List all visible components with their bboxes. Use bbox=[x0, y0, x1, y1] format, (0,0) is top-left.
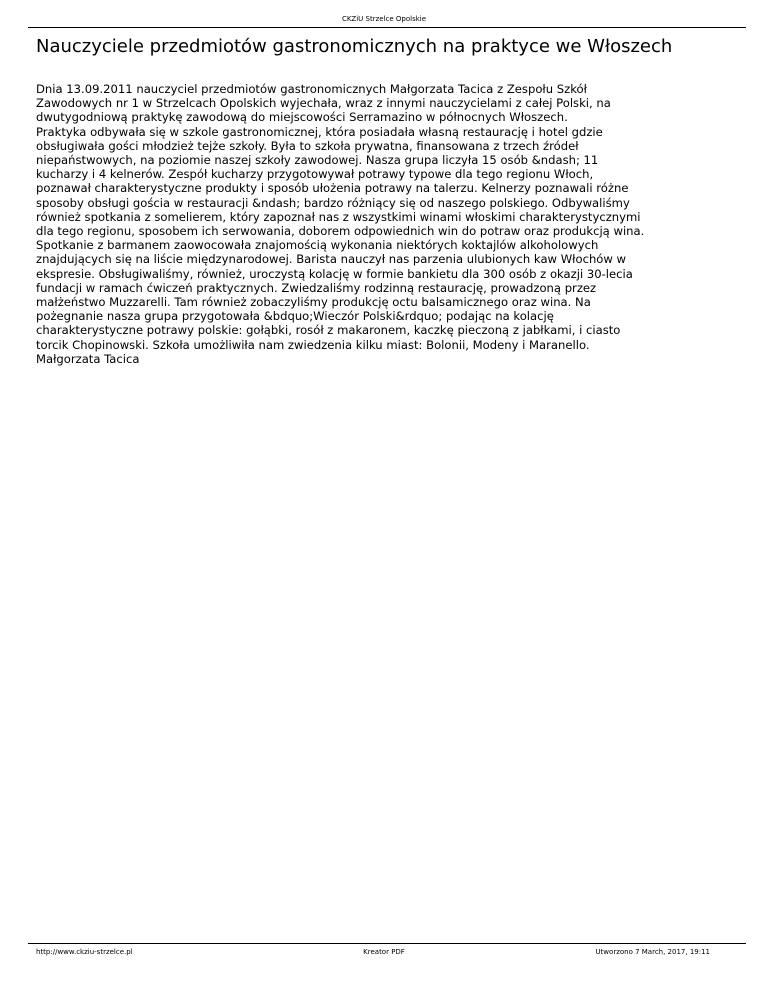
article-body: Dnia 13.09.2011 nauczyciel przedmiotów gastronomicznych Małgorzata Tacica z Zespołu Szkół Zawodowych nr 1 w Strzelcach Opolskich wyjechała, wraz z innymi nauczycielami z całej Polski, na dwutygodniową praktykę zawodową do miejscowości Serramazino w północnych Włoszech. Praktyka odbywała się w szkole gastronomicznej, która posiadała własną restaurację i hotel gdzie obsługiwała gości młodzież tejże szkoły. Była to szkoła prywatna, finansowana z trzech źródeł niepaństwowych, na poziomie naszej szkoły zawodowej. Nasza grupa liczyła 15 osób &ndash; 11 kucharzy i 4 kelnerów. Zespół kucharzy przygotowywał potrawy typowe dla tego regionu Włoch, poznawał charakterystyczne produkty i sposób ułożenia potrawy na talerzu. Kelnerzy poznawali różne sposoby obsługi gościa w restauracji &ndash; bardzo różniący się od naszego polskiego. Odbywaliśmy również spotkania z somelierem, który zapoznał nas z wszystkimi winami włoskimi charakterystycznymi dla tego regionu, sposobem ich serwowania, doborem odpowiednich win do potraw oraz produkcją wina. Spotkanie z barmanem zaowocowała znajomością wykonania niektórych koktajlów alkoholowych znajdujących się na liście międzynarodowej. Barista nauczył nas parzenia ulubionych kaw Włochów w ekspresie. Obsługiwaliśmy, również, uroczystą kolację w formie bankietu dla 300 osób z okazji 30-lecia fundacji w ramach ćwiczeń praktycznych. Zwiedzaliśmy rodzinną restaurację, prowadzoną przez małżeństwo Muzzarelli. Tam również zobaczyliśmy produkcję octu balsamicznego oraz wina. Na pożegnanie nasza grupa przygotowała &bdquo;Wieczór Polski&rdquo; podając na kolację charakterystyczne potrawy polskie: gołąbki, rosół z makaronem, kaczkę pieczoną z jabłkami, i ciasto torcik Chopinowski. Szkoła umożliwiła nam zwiedzenia kilku miast: Bolonii, Modeny i Maranello. Małgorzata Tacica bbox=[36, 82, 645, 366]
site-header: CKZiU Strzelce Opolskie bbox=[341, 15, 427, 23]
page-footer bbox=[0, 948, 768, 958]
footer-url: http://www.ckziu-strzelce.pl bbox=[36, 948, 133, 956]
footer-generator: Kreator PDF bbox=[363, 948, 405, 956]
header-divider bbox=[28, 27, 746, 28]
footer-created-date: Utworzono 7 March, 2017, 19:11 bbox=[595, 948, 710, 956]
footer-divider bbox=[28, 943, 746, 944]
page-title: Nauczyciele przedmiotów gastronomicznych na praktyce we Włoszech bbox=[36, 36, 673, 57]
